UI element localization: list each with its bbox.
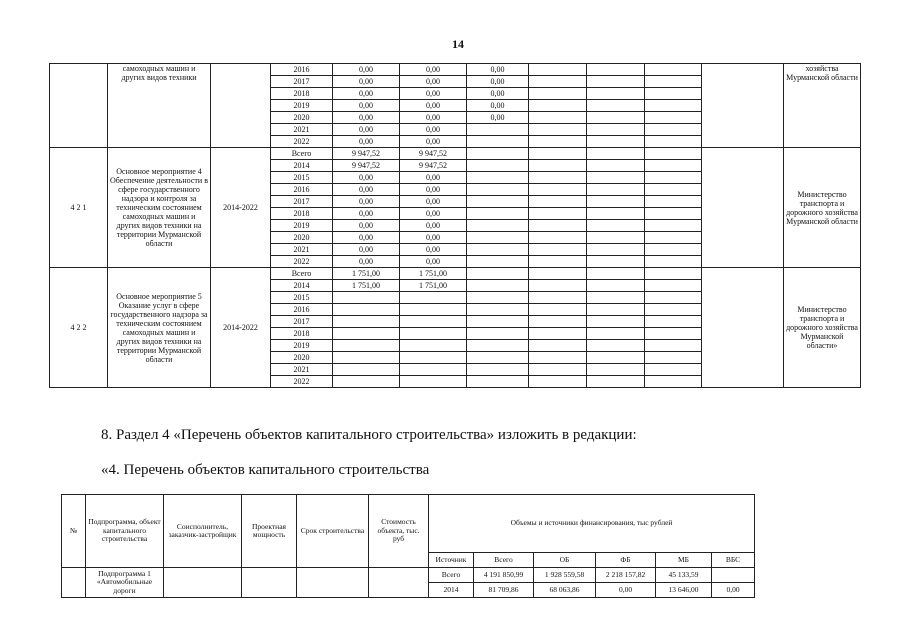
value-cell: 0,00: [467, 100, 529, 112]
capacity-cell: [242, 568, 297, 598]
cost-cell: [369, 568, 429, 598]
empty-cell: [645, 136, 702, 148]
empty-cell: [702, 148, 784, 268]
empty-cell: [529, 268, 587, 280]
value-cell: [400, 316, 467, 328]
empty-cell: [645, 124, 702, 136]
empty-cell: [529, 172, 587, 184]
empty-cell: [645, 112, 702, 124]
value-cell: [467, 280, 529, 292]
year-cell: 2021: [271, 244, 333, 256]
value-cell: [467, 364, 529, 376]
value-cell: [467, 328, 529, 340]
source-cell: Всего: [429, 568, 474, 583]
empty-cell: [529, 160, 587, 172]
year-cell: 2022: [271, 376, 333, 388]
value-cell: [467, 220, 529, 232]
total-cell: 4 191 850,99: [474, 568, 534, 583]
year-cell: 2015: [271, 292, 333, 304]
empty-cell: [587, 268, 645, 280]
empty-cell: [645, 316, 702, 328]
value-cell: 1 751,00: [400, 280, 467, 292]
value-cell: 0,00: [400, 112, 467, 124]
value-cell: [400, 328, 467, 340]
year-cell: 2020: [271, 232, 333, 244]
value-cell: [467, 136, 529, 148]
header-ob: ОБ: [534, 553, 596, 568]
table-row: [50, 64, 861, 76]
responsible-cell: хозяйства Мурманской области: [784, 64, 861, 148]
header-mb: МБ: [656, 553, 712, 568]
empty-cell: [529, 112, 587, 124]
value-cell: 0,00: [467, 64, 529, 76]
empty-cell: [645, 172, 702, 184]
value-cell: 0,00: [400, 136, 467, 148]
year-cell: 2014: [271, 280, 333, 292]
year-cell: 2016: [271, 304, 333, 316]
value-cell: [467, 196, 529, 208]
code-cell: 4 2 1: [50, 148, 108, 268]
empty-cell: [529, 232, 587, 244]
year-cell: 2021: [271, 364, 333, 376]
year-cell: 2017: [271, 316, 333, 328]
empty-cell: [587, 148, 645, 160]
value-cell: [333, 292, 400, 304]
value-cell: 0,00: [333, 256, 400, 268]
header-number: №: [62, 495, 86, 568]
code-cell: [50, 64, 108, 148]
empty-cell: [645, 160, 702, 172]
value-cell: [400, 292, 467, 304]
funding-table: [49, 63, 861, 388]
empty-cell: [702, 64, 784, 148]
table-row: [50, 148, 861, 160]
vbs-cell: [712, 568, 755, 583]
empty-cell: [529, 88, 587, 100]
year-cell: 2022: [271, 136, 333, 148]
empty-cell: [645, 220, 702, 232]
ob-cell: 1 928 559,58: [534, 568, 596, 583]
table-row: [50, 268, 861, 280]
empty-cell: [645, 256, 702, 268]
fb-cell: 0,00: [596, 583, 656, 598]
empty-cell: [587, 232, 645, 244]
value-cell: 0,00: [333, 232, 400, 244]
value-cell: 0,00: [400, 76, 467, 88]
year-cell: 2021: [271, 124, 333, 136]
measure-name-cell: Основное мероприятие 5 Оказание услуг в сфере государственного надзора за техническим состоянием самоходных машин и других видов техники на территории Мурманской области: [108, 268, 211, 388]
section-heading: «4. Перечень объектов капитального строительства: [101, 462, 430, 478]
year-cell: Всего: [271, 268, 333, 280]
empty-cell: [529, 328, 587, 340]
empty-cell: [529, 208, 587, 220]
header-fb: ФБ: [596, 553, 656, 568]
empty-cell: [645, 76, 702, 88]
mb-cell: 45 133,59: [656, 568, 712, 583]
empty-cell: [645, 208, 702, 220]
source-cell: 2014: [429, 583, 474, 598]
empty-cell: [587, 292, 645, 304]
empty-cell: [645, 148, 702, 160]
value-cell: 0,00: [333, 112, 400, 124]
value-cell: 0,00: [333, 208, 400, 220]
empty-cell: [587, 172, 645, 184]
value-cell: [467, 184, 529, 196]
responsible-cell: Министерство транспорта и дорожного хозяйства Мурманской области»: [784, 268, 861, 388]
value-cell: [467, 244, 529, 256]
empty-cell: [587, 136, 645, 148]
empty-cell: [587, 304, 645, 316]
value-cell: [467, 352, 529, 364]
header-capacity: Проектная мощность: [242, 495, 297, 568]
empty-cell: [587, 256, 645, 268]
empty-cell: [529, 136, 587, 148]
value-cell: 0,00: [400, 208, 467, 220]
value-cell: [400, 376, 467, 388]
page-number: 14: [452, 37, 464, 51]
empty-cell: [645, 232, 702, 244]
section-instruction: 8. Раздел 4 «Перечень объектов капитального строительства» изложить в редакции:: [101, 427, 637, 443]
value-cell: 9 947,52: [400, 148, 467, 160]
empty-cell: [529, 280, 587, 292]
value-cell: [467, 256, 529, 268]
empty-cell: [645, 292, 702, 304]
empty-cell: [645, 376, 702, 388]
empty-cell: [529, 304, 587, 316]
value-cell: 0,00: [333, 244, 400, 256]
empty-cell: [587, 328, 645, 340]
empty-cell: [587, 196, 645, 208]
term-cell: [297, 568, 369, 598]
ob-cell: 68 063,86: [534, 583, 596, 598]
empty-cell: [529, 76, 587, 88]
empty-cell: [529, 100, 587, 112]
year-cell: 2017: [271, 196, 333, 208]
empty-cell: [529, 196, 587, 208]
empty-cell: [529, 364, 587, 376]
year-cell: 2019: [271, 220, 333, 232]
empty-cell: [645, 196, 702, 208]
empty-cell: [529, 220, 587, 232]
period-cell: 2014-2022: [211, 148, 271, 268]
header-executor: Соисполнитель, заказчик-застройщик: [164, 495, 242, 568]
year-cell: 2018: [271, 208, 333, 220]
empty-cell: [587, 124, 645, 136]
value-cell: [467, 172, 529, 184]
value-cell: 0,00: [400, 64, 467, 76]
value-cell: [467, 232, 529, 244]
value-cell: [333, 316, 400, 328]
value-cell: 0,00: [333, 76, 400, 88]
empty-cell: [529, 256, 587, 268]
empty-cell: [645, 268, 702, 280]
empty-cell: [529, 124, 587, 136]
empty-cell: [529, 292, 587, 304]
empty-cell: [529, 352, 587, 364]
empty-cell: [587, 208, 645, 220]
empty-cell: [587, 352, 645, 364]
empty-cell: [645, 280, 702, 292]
header-term: Срок строительства: [297, 495, 369, 568]
value-cell: 0,00: [333, 172, 400, 184]
value-cell: [467, 376, 529, 388]
year-cell: 2015: [271, 172, 333, 184]
value-cell: 1 751,00: [333, 280, 400, 292]
empty-cell: [645, 340, 702, 352]
empty-cell: [587, 88, 645, 100]
empty-cell: [587, 340, 645, 352]
value-cell: [333, 376, 400, 388]
value-cell: 9 947,52: [333, 160, 400, 172]
empty-cell: [587, 220, 645, 232]
value-cell: 0,00: [400, 244, 467, 256]
empty-cell: [587, 160, 645, 172]
year-cell: 2019: [271, 100, 333, 112]
empty-cell: [587, 376, 645, 388]
empty-cell: [587, 244, 645, 256]
header-vbs: ВБС: [712, 553, 755, 568]
value-cell: 1 751,00: [333, 268, 400, 280]
empty-cell: [529, 64, 587, 76]
subprogram-name: Подпрограмма 1 «Автомобильные дороги: [86, 568, 164, 598]
empty-cell: [645, 244, 702, 256]
value-cell: 0,00: [333, 124, 400, 136]
value-cell: [467, 316, 529, 328]
year-cell: 2020: [271, 352, 333, 364]
value-cell: 0,00: [400, 220, 467, 232]
header-cost: Стоимость объекта, тыс. руб: [369, 495, 429, 568]
value-cell: 9 947,52: [333, 148, 400, 160]
value-cell: 0,00: [333, 184, 400, 196]
measure-name-cell: Основное мероприятие 4 Обеспечение деятельности в сфере государственного надзора и контроля за техническим состоянием самоходных машин и других видов техники на территории Мурманской области: [108, 148, 211, 268]
value-cell: 1 751,00: [400, 268, 467, 280]
value-cell: [400, 352, 467, 364]
value-cell: [333, 352, 400, 364]
empty-cell: [587, 64, 645, 76]
value-cell: 0,00: [333, 64, 400, 76]
value-cell: [467, 292, 529, 304]
value-cell: [467, 304, 529, 316]
value-cell: 0,00: [400, 172, 467, 184]
empty-cell: [645, 364, 702, 376]
value-cell: [400, 364, 467, 376]
value-cell: 0,00: [400, 88, 467, 100]
empty-cell: [645, 328, 702, 340]
value-cell: 0,00: [467, 112, 529, 124]
year-cell: 2022: [271, 256, 333, 268]
code-cell: 4 2 2: [50, 268, 108, 388]
empty-cell: [529, 244, 587, 256]
value-cell: [467, 124, 529, 136]
header-total: Всего: [474, 553, 534, 568]
value-cell: 0,00: [333, 100, 400, 112]
empty-cell: [587, 364, 645, 376]
header-subprogram: Подпрограмма, объект капитального строительства: [86, 495, 164, 568]
year-cell: 2018: [271, 88, 333, 100]
empty-cell: [645, 352, 702, 364]
value-cell: [333, 364, 400, 376]
empty-cell: [529, 340, 587, 352]
value-cell: [400, 340, 467, 352]
year-cell: 2019: [271, 340, 333, 352]
mb-cell: 13 646,00: [656, 583, 712, 598]
empty-cell: [529, 376, 587, 388]
value-cell: [467, 268, 529, 280]
empty-cell: [645, 88, 702, 100]
vbs-cell: 0,00: [712, 583, 755, 598]
value-cell: 0,00: [400, 256, 467, 268]
responsible-cell: Министерство транспорта и дорожного хозяйства Мурманской области: [784, 148, 861, 268]
value-cell: 0,00: [400, 124, 467, 136]
empty-cell: [529, 148, 587, 160]
year-cell: Всего: [271, 148, 333, 160]
executor-cell: [164, 568, 242, 598]
value-cell: [333, 328, 400, 340]
row-number: [62, 568, 86, 598]
value-cell: 0,00: [333, 88, 400, 100]
value-cell: [333, 304, 400, 316]
empty-cell: [529, 184, 587, 196]
year-cell: 2016: [271, 184, 333, 196]
value-cell: [467, 208, 529, 220]
empty-cell: [702, 268, 784, 388]
period-cell: 2014-2022: [211, 268, 271, 388]
value-cell: 9 947,52: [400, 160, 467, 172]
value-cell: [333, 340, 400, 352]
value-cell: [400, 304, 467, 316]
value-cell: 0,00: [333, 220, 400, 232]
value-cell: [467, 340, 529, 352]
value-cell: 0,00: [400, 100, 467, 112]
value-cell: 0,00: [333, 136, 400, 148]
empty-cell: [529, 316, 587, 328]
value-cell: [467, 160, 529, 172]
value-cell: 0,00: [400, 196, 467, 208]
header-source: Источник: [429, 553, 474, 568]
empty-cell: [645, 64, 702, 76]
year-cell: 2014: [271, 160, 333, 172]
value-cell: 0,00: [467, 76, 529, 88]
measure-name-cell: самоходных машин и других видов техники: [108, 64, 211, 148]
empty-cell: [587, 280, 645, 292]
empty-cell: [587, 76, 645, 88]
value-cell: 0,00: [333, 196, 400, 208]
empty-cell: [645, 100, 702, 112]
value-cell: [467, 148, 529, 160]
year-cell: 2017: [271, 76, 333, 88]
value-cell: 0,00: [400, 232, 467, 244]
year-cell: 2016: [271, 64, 333, 76]
year-cell: 2020: [271, 112, 333, 124]
fb-cell: 2 218 157,82: [596, 568, 656, 583]
value-cell: 0,00: [467, 88, 529, 100]
empty-cell: [587, 316, 645, 328]
year-cell: 2018: [271, 328, 333, 340]
total-cell: 81 709,86: [474, 583, 534, 598]
header-funding: Объемы и источники финансирования, тыс рублей: [429, 495, 755, 553]
empty-cell: [587, 100, 645, 112]
value-cell: 0,00: [400, 184, 467, 196]
empty-cell: [587, 184, 645, 196]
empty-cell: [645, 184, 702, 196]
empty-cell: [645, 304, 702, 316]
empty-cell: [587, 112, 645, 124]
capital-construction-table: [61, 494, 755, 598]
period-cell: [211, 64, 271, 148]
